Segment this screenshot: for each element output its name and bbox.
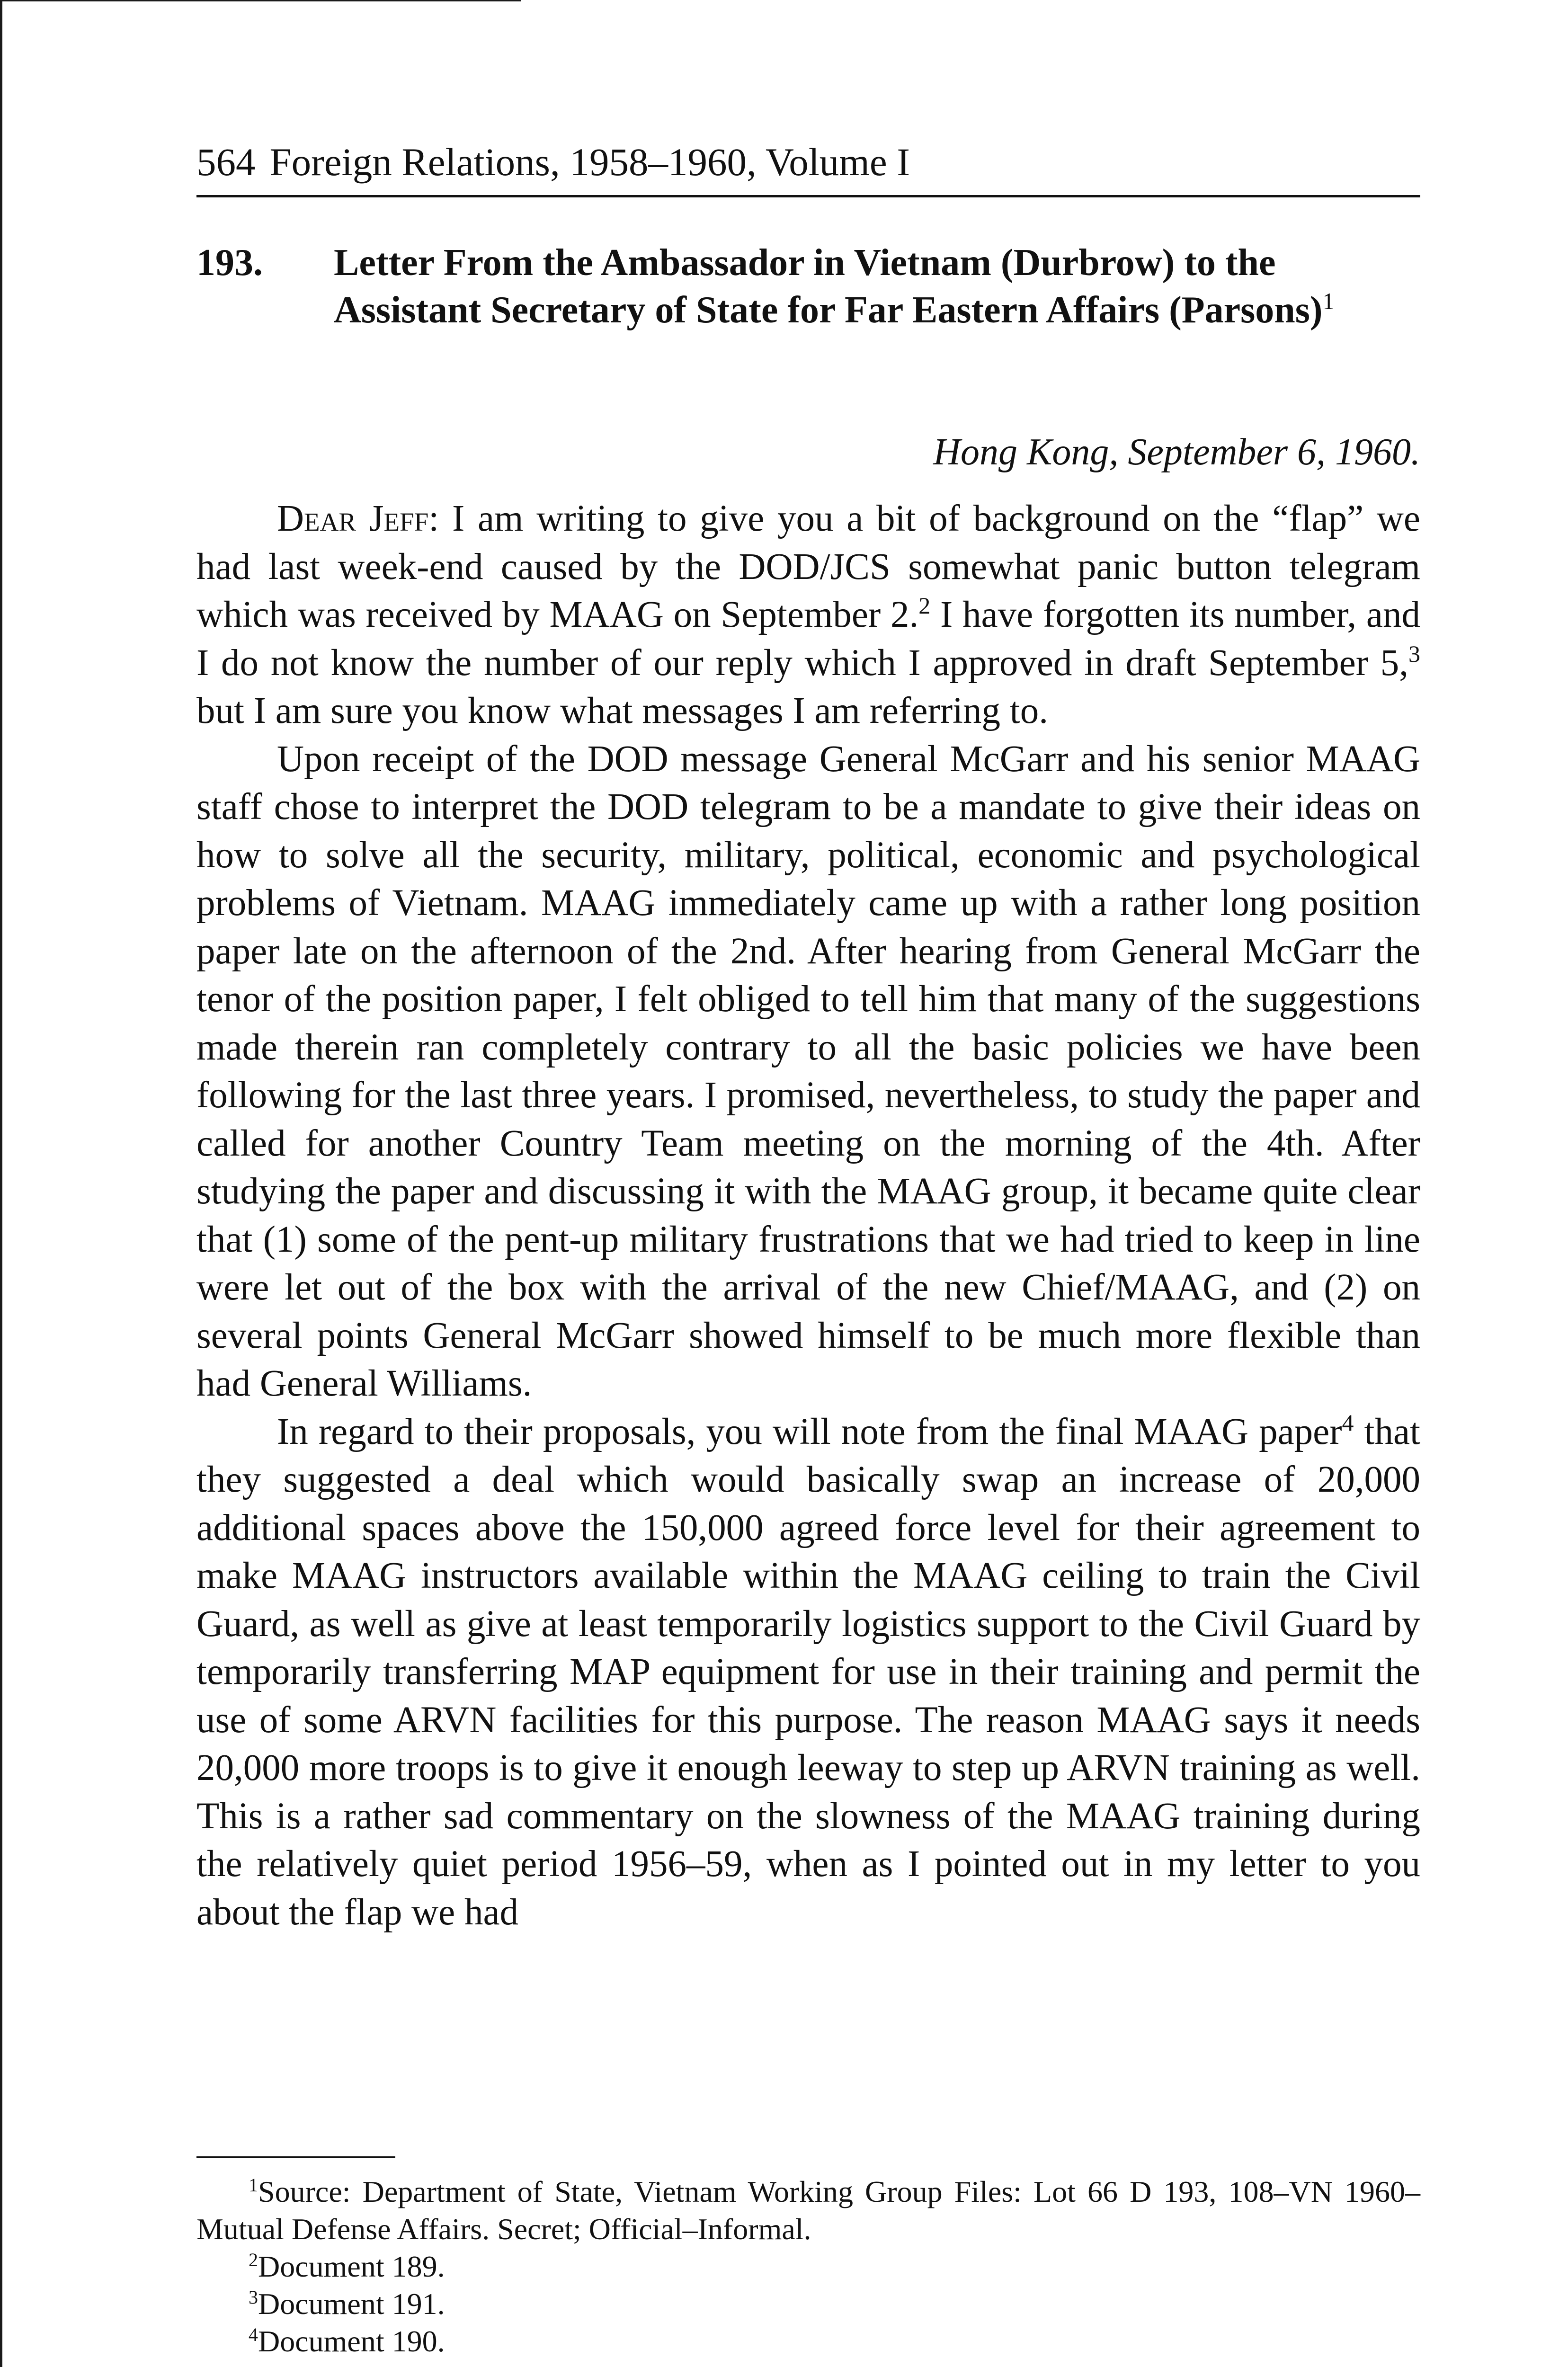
footnote-text: Source: Department of State, Vietnam Working Group Files: Lot 66 D 193, 108–VN 1960–Mutual Defense Affairs. Secret; Official–Informal. <box>196 2175 1420 2246</box>
volume-title: Foreign Relations, 1958–1960, Volume I <box>269 140 910 184</box>
salutation: Dear Jeff: <box>277 498 439 539</box>
footnote-ref-2: 2 <box>918 592 931 619</box>
header-rule <box>196 195 1420 197</box>
dateline: Hong Kong, September 6, 1960. <box>933 431 1420 473</box>
footnote-3 <box>196 2285 1420 2323</box>
footnote-mark: 1 <box>249 2174 258 2196</box>
paragraph-3-part-b: that they suggested a deal which would basically swap an increase of 20,000 additional spaces above the 150,000 agreed force level for their agreement to make MAAG instructors available within the MAAG ceiling to train the Civil Guard, as well as give at least temporarily logistics support to the Civil Guard by temporarily transferring MAP equipment for use in their training and permit the use of some ARVN facilities for this purpose. The reason MAAG says it needs 20,000 more troops is to give it enough leeway to step up ARVN training as well. This is a rather sad commentary on the slowness of the MAAG training during the relatively quiet period 1956–59, when as I pointed out in my letter to you about the flap we had <box>196 1411 1421 1933</box>
footnote-2 <box>196 2248 1420 2285</box>
footnote-4 <box>196 2323 1420 2360</box>
running-head <box>196 138 1420 186</box>
footnote-mark: 4 <box>249 2324 258 2345</box>
footnote-ref-1: 1 <box>1322 288 1335 314</box>
document-title <box>334 239 1420 334</box>
footnotes <box>196 2173 1420 2360</box>
footnote-text: Document 190. <box>258 2324 445 2358</box>
paragraph-1-part-c: but I am sure you know what messages I am referring to. <box>196 690 1048 731</box>
document-title-text: Letter From the Ambassador in Vietnam (Durbrow) to the Assistant Secretary of State for Far Eastern Affairs (Parsons) <box>334 242 1323 331</box>
paragraph-1-part-b: I have forgotten its number, and I do not know the number of our reply which I approved in draft September 5, <box>196 594 1420 684</box>
page-number: 564 <box>196 140 256 184</box>
footnote-1 <box>196 2173 1420 2248</box>
paragraph-3-part-a: In regard to their proposals, you will note from the final MAAG paper <box>277 1411 1342 1452</box>
document-number: 193. <box>196 242 263 284</box>
paragraph-3 <box>196 1408 1420 1937</box>
paragraph-1-part-a: I am writing to give you a bit of background on the “flap” we had last week-end caused by the DOD/JCS somewhat panic button telegram which was received by MAAG on September 2. <box>196 498 1420 635</box>
footnote-text: Document 191. <box>258 2287 445 2321</box>
paragraph-2: Upon receipt of the DOD message General McGarr and his senior MAAG staff chose to interpret the DOD telegram to be a mandate to give their ideas on how to solve all the security, military, political, economic and psychological problems of Vietnam. MAAG immediately came up with a rather long position paper late on the afternoon of the 2nd. After hearing from General McGarr the tenor of the position paper, I felt obliged to tell him that many of the suggestions made therein ran completely contrary to all the basic policies we have been following for the last three years. I promised, nevertheless, to study the paper and called for another Country Team meeting on the morning of the 4th. After studying the paper and discussing it with the MAAG group, it became quite clear that (1) some of the pent-up military frustrations that we had tried to keep in line were let out of the box with the arrival of the new Chief/MAAG, and (2) on several points General McGarr showed himself to be much more flexible than had General Williams. <box>196 738 1420 1404</box>
footnote-mark: 3 <box>249 2287 258 2308</box>
footnote-ref-4: 4 <box>1342 1409 1354 1436</box>
footnote-mark: 2 <box>249 2249 258 2270</box>
footnote-text: Document 189. <box>258 2250 445 2283</box>
footnote-ref-3: 3 <box>1408 640 1420 667</box>
footnote-rule <box>196 2156 395 2158</box>
scan-edge-top <box>0 0 521 1</box>
paragraph-1 <box>196 495 1420 735</box>
scan-edge-left <box>0 0 2 2367</box>
letter-body <box>196 495 1420 1936</box>
